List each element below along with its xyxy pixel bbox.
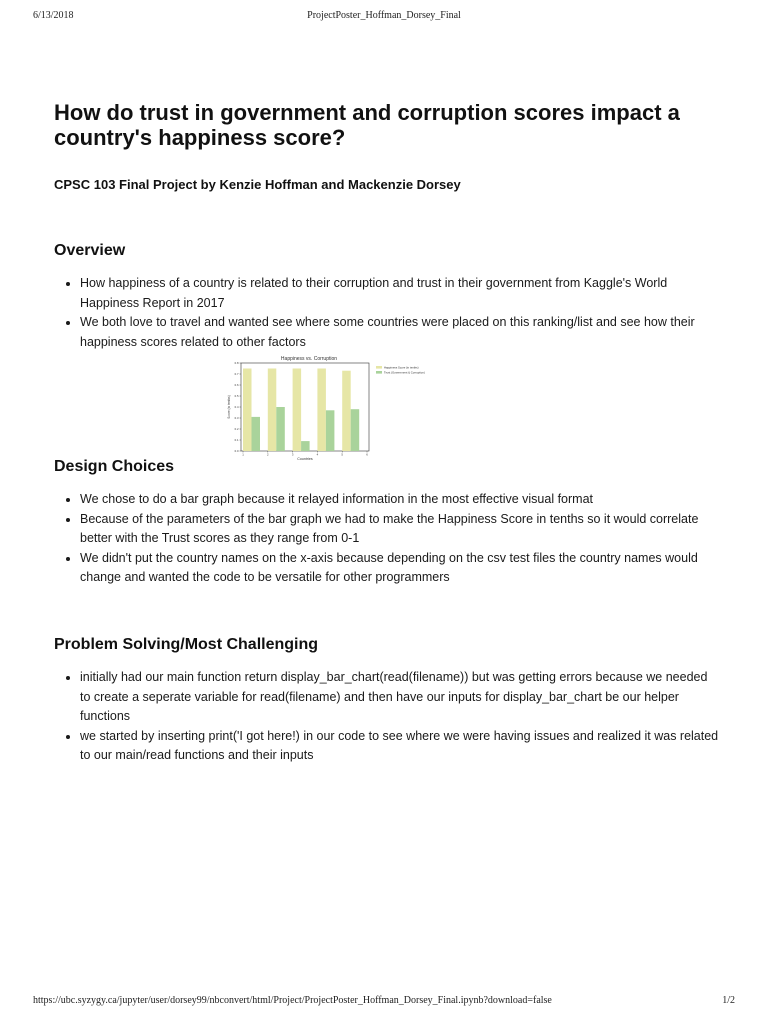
overview-bullet: • How happiness of a country is related to their corruption and trust in their government from Kaggle's World Happiness Report in 2017 bbox=[80, 274, 720, 313]
legend-label: Happiness Score (in tenths) bbox=[384, 365, 419, 370]
x-axis bbox=[242, 451, 368, 457]
overview-heading: Overview bbox=[54, 242, 126, 259]
x-tick-label: 3 bbox=[291, 452, 294, 457]
y-tick-label: 0.4 bbox=[234, 405, 239, 409]
problem-solving-bullet: • initially had our main function return display_bar_chart(read(filename)) but was getting errors because we needed to create a seperate variable for read(filename) and then have our inputs for display_bar_chart be our helper functions bbox=[80, 668, 720, 727]
design-choice-bullet: • We chose to do a bar graph because it relayed information in the most effective visual format bbox=[80, 490, 720, 510]
legend-label: Trust (Government & Corruption) bbox=[384, 370, 425, 375]
trust-bar bbox=[351, 409, 360, 451]
y-tick-label: 0.0 bbox=[234, 449, 239, 453]
y-tick-label: 0.5 bbox=[234, 394, 239, 398]
y-tick-label: 0.3 bbox=[234, 416, 239, 420]
design-choice-bullet: • Because of the parameters of the bar graph we had to make the Happiness Score in tenths so it would correlate better with the Trust scores as they range from 0-1 bbox=[80, 510, 720, 549]
x-tick-label: 4 bbox=[316, 452, 319, 457]
bars bbox=[243, 369, 359, 452]
y-axis bbox=[235, 361, 241, 453]
problem-solving-heading: Problem Solving/Most Challenging bbox=[54, 636, 319, 653]
trust-bar bbox=[301, 441, 310, 451]
legend bbox=[376, 365, 425, 374]
design-choices-heading: Design Choices bbox=[54, 458, 175, 475]
x-tick-label: 5 bbox=[341, 452, 343, 457]
print-date: 6/13/2018 bbox=[33, 10, 74, 21]
poster-title: How do trust in government and corruption scores impact a country's happiness score? bbox=[54, 100, 680, 150]
trust-bar bbox=[252, 417, 261, 451]
y-tick-label: 0.8 bbox=[234, 361, 239, 365]
trust-bar bbox=[276, 407, 285, 451]
x-axis-label: Countries bbox=[297, 457, 313, 461]
y-tick-label: 0.1 bbox=[234, 438, 239, 442]
print-source-url: https://ubc.syzygy.ca/jupyter/user/dorsey99/nbconvert/html/Project/ProjectPoster_Hoffman_Dorsey_Final.ipynb?download=false bbox=[33, 995, 552, 1006]
happiness-bar bbox=[268, 369, 277, 452]
y-tick-label: 0.6 bbox=[234, 383, 239, 387]
page-number: 1/2 bbox=[722, 995, 735, 1006]
happiness-bar bbox=[317, 369, 326, 452]
happiness-bar bbox=[243, 369, 252, 452]
chart-title: Happiness vs. Corruption bbox=[280, 356, 338, 362]
x-tick-label: 2 bbox=[267, 452, 269, 457]
happiness-vs-corruption-chart bbox=[226, 354, 458, 464]
print-document-title: ProjectPoster_Hoffman_Dorsey_Final bbox=[307, 10, 461, 21]
x-tick-label: 6 bbox=[366, 452, 368, 457]
overview-bullet: • We both love to travel and wanted see where some countries were placed on this ranking/list and see how their happiness scores related to other factors bbox=[80, 313, 720, 352]
y-axis-label: Score (in tenths) bbox=[227, 395, 231, 419]
happiness-bar bbox=[293, 369, 302, 452]
problem-solving-bullet: • we started by inserting print('I got here!) in our code to see where we were having issues and realized it was related to our main/read functions and their inputs bbox=[80, 727, 720, 766]
overview-list bbox=[62, 274, 720, 352]
legend-swatch bbox=[376, 371, 382, 374]
y-tick-label: 0.7 bbox=[234, 372, 239, 376]
problem-solving-list bbox=[62, 668, 720, 766]
design-choices-list bbox=[62, 490, 720, 588]
y-tick-label: 0.2 bbox=[234, 427, 239, 431]
trust-bar bbox=[326, 410, 335, 451]
x-tick-label: 1 bbox=[242, 452, 244, 457]
poster-subtitle: CPSC 103 Final Project by Kenzie Hoffman and Mackenzie Dorsey bbox=[54, 177, 461, 192]
happiness-bar bbox=[342, 371, 351, 451]
design-choice-bullet: • We didn't put the country names on the x-axis because depending on the csv test files the country names would change and wanted the code to be versatile for other programmers bbox=[80, 549, 720, 588]
legend-swatch bbox=[376, 366, 382, 369]
